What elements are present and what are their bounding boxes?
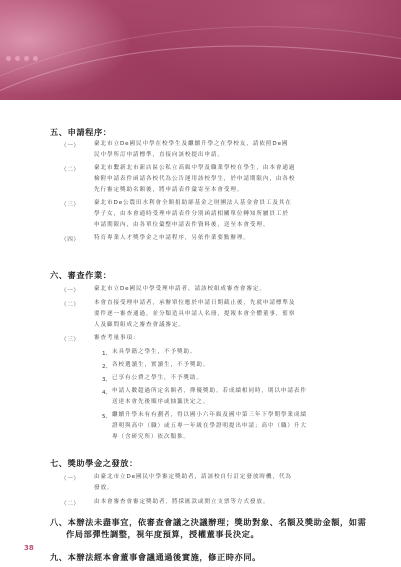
- header-banner: [0, 0, 401, 100]
- s6-sub-5-line-3: 專（含研究所）依次類推。: [112, 434, 190, 440]
- s6-sub-3-num: 3、: [102, 377, 112, 383]
- s5-item-3-label: （三）: [61, 202, 80, 208]
- section-5-title: 五、申請程序：: [50, 127, 112, 137]
- section-6-title: 六、審查作業：: [50, 270, 112, 280]
- s5-item-2-line-3: 先行審定獎助名額後，將申請表件彙寄至本會受理。: [94, 187, 244, 193]
- s6-sub-4-num: 4、: [102, 390, 112, 396]
- s6-item-1-label: （一）: [61, 288, 80, 294]
- s5-item-1-line-1: 臺北市立De國民中學在校學生及繼續升學之在學校友，請依照De國: [94, 141, 289, 147]
- s5-item-3-line-2: 學子女，由本會通時受理申請表件分別函請相關單位轉知所屬員工於: [94, 211, 289, 217]
- s7-item-2-line-1: 由本會審查會審定獎助者，將採匯款或開立支票等方式發放。: [94, 499, 270, 505]
- page-number: 38: [24, 544, 34, 552]
- s7-item-1-line-1: 由臺北市立De國民中學審定獎助者，請該校自行訂定發放時機，代為: [94, 474, 292, 480]
- s5-item-4-label: （四）: [61, 237, 80, 243]
- section-8-line-1: 八、本辦法未盡事宜，依審查會議之決議辦理；獎助對象、名額及獎助金額，如需: [50, 517, 367, 527]
- s6-sub-1-num: 1、: [102, 351, 112, 357]
- s6-sub-5-line-2: 證明與高中（職）或五專一年級在學證明提出申請；高中（職）升大: [112, 423, 307, 429]
- decorative-dots: [6, 56, 38, 61]
- s6-item-2-label: （二）: [61, 302, 80, 308]
- section-8-line-2: 作局部彈性調整，視年度預算，授權董事長決定。: [66, 529, 260, 539]
- s5-item-1-line-2: 民中學所訂申請標準，直接向該校提出申請。: [94, 152, 224, 158]
- s6-sub-4-line-1: 申請人數超過所定名額者，擇優獎助。若成績相同時，則以申請表件: [112, 388, 307, 394]
- s5-item-3-line-3: 申請期限內，由各單位彙整申請表件資料後，送至本會受理。: [94, 222, 270, 228]
- s5-item-2-line-1: 臺北市繫新北市新店區公私立高級中學及職業學校在學生，由本會通過: [94, 165, 296, 171]
- s5-item-2-line-2: 檢附申請表件函請各校代為公告運用該校學生，於申請期限內，由各校: [94, 176, 296, 182]
- s6-item-1-line-1: 臺北市立De國民中學受理申請者，請該校組成審查會審定。: [94, 286, 266, 292]
- s6-item-2-line-3: 人及顧問組成之審查會議審定。: [94, 322, 185, 328]
- s5-item-2-label: （二）: [61, 167, 80, 173]
- s5-item-4-line-1: 特育專業人才獎學金之申請程序，另依作業要點辦理。: [94, 235, 250, 241]
- s5-item-3-line-1: 臺北市De公農田水利會全額捐助卻基金之財團法人基金會員工及其在: [94, 200, 292, 206]
- s6-sub-4-line-2: 送達本會先後順序或抽籤決定之。: [112, 399, 210, 405]
- s6-sub-2-num: 2、: [102, 364, 112, 370]
- s6-sub-3-line-1: 已享有公費之學生，不予獎助。: [112, 375, 203, 381]
- s7-item-1-line-2: 發放。: [94, 485, 114, 491]
- s6-sub-5-num: 5、: [102, 414, 112, 420]
- section-9-title: 九、本辦法經本會董事會議通過後實施，修正時亦同。: [50, 552, 261, 562]
- s6-sub-1-line-1: 未具學籍之學生，不予獎助。: [112, 349, 197, 355]
- s7-item-1-label: （一）: [61, 476, 80, 482]
- s5-item-1-label: （一）: [61, 143, 80, 149]
- s6-sub-5-line-1: 繼續升學未有有劃者，得以國小六年級及國中第三年下學期學業成績: [112, 412, 307, 418]
- s7-item-2-label: （二）: [61, 501, 80, 507]
- s6-item-3-line-1: 審查考量事項：: [94, 335, 140, 341]
- s6-sub-2-line-1: 各校選讀生，實讀生，不予獎助。: [112, 362, 210, 368]
- s6-item-3-label: （三）: [61, 337, 80, 343]
- s6-item-2-line-2: 要件逐一審查通過，並分類造具申請人名冊，提報本會全體董事，監察: [94, 311, 296, 317]
- s6-item-2-line-1: 本會直接受理申請者，承辦單位應於申請日期截止後，先就申請標準及: [94, 300, 296, 306]
- banner-arc-decoration: [0, 0, 401, 100]
- section-7-title: 七、獎助學金之發放：: [50, 458, 138, 468]
